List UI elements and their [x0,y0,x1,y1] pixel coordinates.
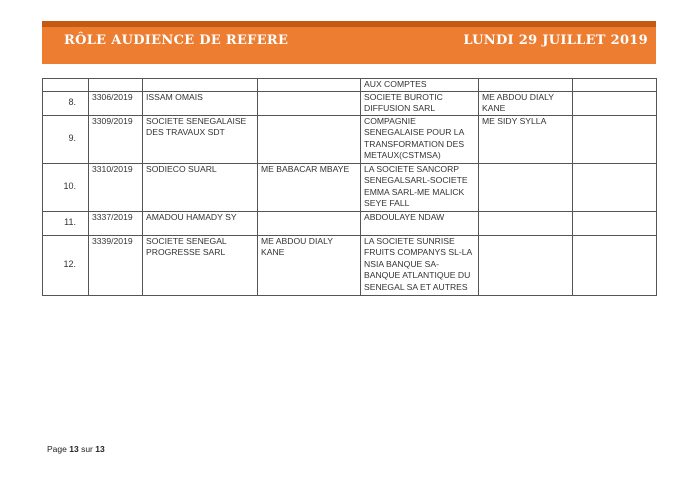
row-number: 8. [43,91,89,115]
case-ref [89,79,143,92]
notes-cell [573,91,657,115]
row-number [43,79,89,92]
notes-cell [573,211,657,235]
row-number: 11. [43,211,89,235]
plaintiff-lawyer [258,91,361,115]
table-row [43,91,657,115]
plaintiff: AMADOU HAMADY SY [143,211,258,235]
row-number: 12. [43,235,89,295]
table-row [43,115,657,163]
footer-total-pages: 13 [95,444,105,454]
notes-cell [573,163,657,211]
table-row [43,79,657,92]
case-ref: 3339/2019 [89,235,143,295]
table-row [43,211,657,235]
plaintiff-lawyer: ME ABDOU DIALY KANE [258,235,361,295]
hearing-roll-table [42,78,657,296]
defendant-lawyer [479,163,573,211]
page-footer [47,444,105,454]
row-number: 10. [43,163,89,211]
defendant-lawyer [479,79,573,92]
notes-cell [573,235,657,295]
page-header [42,21,656,64]
defendant: LA SOCIETE SUNRISE FRUITS COMPANYS SL-LA NSIA BANQUE SA-BANQUE ATLANTIQUE DU SENEGAL SA ET AUTRES [361,235,479,295]
plaintiff-lawyer [258,115,361,163]
header-date: LUNDI 29 JUILLET 2019 [463,33,648,48]
defendant: ABDOULAYE NDAW [361,211,479,235]
defendant: AUX COMPTES [361,79,479,92]
defendant-lawyer: ME SIDY SYLLA [479,115,573,163]
plaintiff-lawyer: ME BABACAR MBAYE [258,163,361,211]
row-number: 9. [43,115,89,163]
notes-cell [573,79,657,92]
footer-page-word: Page [47,444,67,454]
plaintiff-lawyer [258,79,361,92]
plaintiff: SODIECO SUARL [143,163,258,211]
defendant: LA SOCIETE SANCORP SENEGALSARL-SOCIETE EMMA SARL-ME MALICK SEYE FALL [361,163,479,211]
plaintiff: ISSAM OMAIS [143,91,258,115]
defendant-lawyer [479,211,573,235]
footer-current-page: 13 [69,444,79,454]
header-stripe [42,21,656,27]
plaintiff [143,79,258,92]
defendant: COMPAGNIE SENEGALAISE POUR LA TRANSFORMATION DES METAUX(CSTMSA) [361,115,479,163]
plaintiff-lawyer [258,211,361,235]
case-ref: 3306/2019 [89,91,143,115]
footer-of-word: sur [81,444,93,454]
defendant-lawyer: ME ABDOU DIALY KANE [479,91,573,115]
defendant-lawyer [479,235,573,295]
case-ref: 3310/2019 [89,163,143,211]
table-row [43,163,657,211]
plaintiff: SOCIETE SENEGAL PROGRESSE SARL [143,235,258,295]
header-title: RÔLE AUDIENCE DE REFERE [64,33,289,48]
case-ref: 3309/2019 [89,115,143,163]
notes-cell [573,115,657,163]
table-row [43,235,657,295]
defendant: SOCIETE BUROTIC DIFFUSION SARL [361,91,479,115]
case-ref: 3337/2019 [89,211,143,235]
plaintiff: SOCIETE SENEGALAISE DES TRAVAUX SDT [143,115,258,163]
